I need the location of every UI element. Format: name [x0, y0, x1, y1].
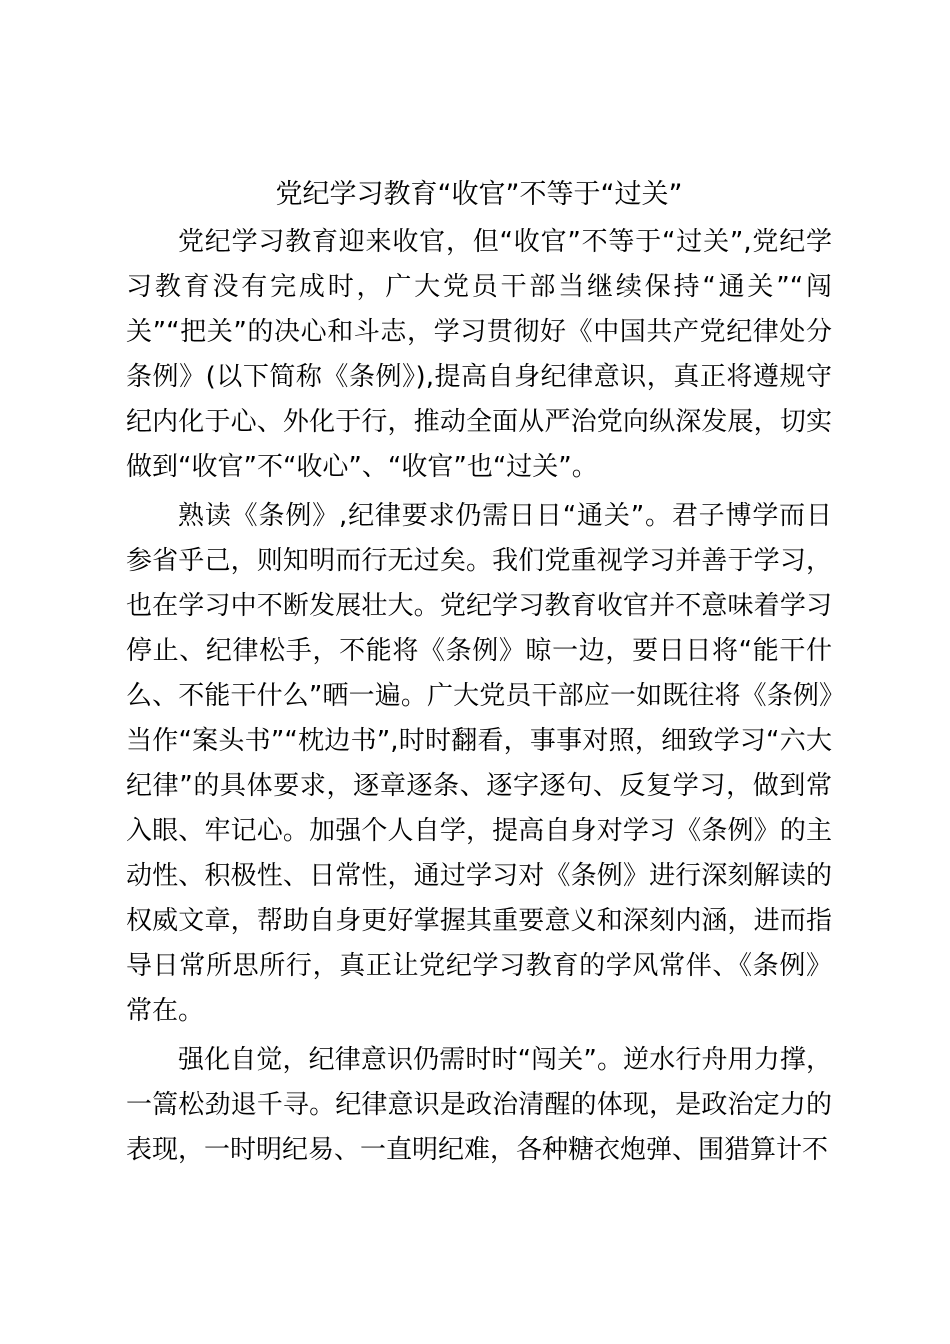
paragraph-awareness: 强化自觉，纪律意识仍需时时“闯关”。逆水行舟用力撑，一篙松劲退千寻。纪律意识是政治清醒的体现，是政治定力的表现，一时明纪易、一直明纪难，各种糖衣炮弹、围猎算计不	[126, 1045, 832, 1165]
paragraph-study: 熟读《条例》,纪律要求仍需日日“通关”。君子博学而日参省乎己，则知明而行无过矣。我们党重视学习并善于学习，也在学习中不断发展壮大。党纪学习教育收官并不意味着学习停止、纪律松手，不能将《条例》晾一边，要日日将“能干什么、不能干什么”晒一遍。广大党员干部应一如既往将《条例》当作“案头书”“枕边书”,时时翻看，事事对照，细致学习“六大纪律”的具体要求，逐章逐条、逐字逐句、反复学习，做到常入眼、牢记心。加强个人自学，提高自身对学习《条例》的主动性、积极性、日常性，通过学习对《条例》进行深刻解读的权威文章，帮助自身更好掌握其重要意义和深刻内涵，进而指导日常所思所行，真正让党纪学习教育的学风常伴、《条例》常在。	[126, 501, 832, 1026]
paragraph-intro: 党纪学习教育迎来收官，但“收官”不等于“过关”,党纪学习教育没有完成时，广大党员干部当继续保持“通关”“闯关”“把关”的决心和斗志，学习贯彻好《中国共产党纪律处分条例》(以下简称《条例》),提高自身纪律意识，真正将遵规守纪内化于心、外化于行，推动全面从严治党向纵深发展，切实做到“收官”不“收心”、“收官”也“过关”。	[126, 227, 832, 482]
document-title: 党纪学习教育“收官”不等于“过关”	[275, 179, 683, 210]
document-body	[126, 170, 832, 1173]
